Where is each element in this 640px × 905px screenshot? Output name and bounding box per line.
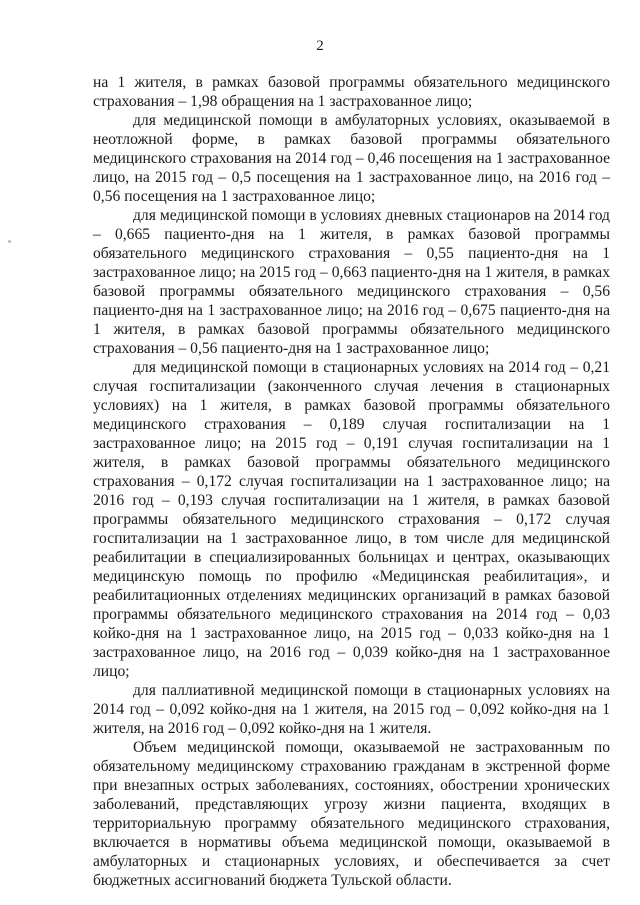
paragraph-continued-outpatient-visits: на 1 жителя, в рамках базовой программы обязательного медицинского страхования – 1,98 обращения на 1 застрахованное лицо; (93, 74, 610, 110)
scan-margin-mark (8, 240, 11, 243)
paragraph-day-hospital-care: для медицинской помощи в условиях дневных стационаров на 2014 год – 0,665 пациенто-дня на 1 жителя, в рамках базовой программы обязательного медицинского страхования – 0,55 пациенто-дня на 1 застрахованное лицо; на 2015 год – 0,663 пациенто-дня на 1 жителя, в рамках базовой программы обязательного медицинского страхования – 0,56 пациенто-дня на 1 застрахованное лицо; на 2016 год – 0,675 пациенто-дня на 1 жителя, в рамках базовой программы обязательного медицинского страхования – 0,56 пациенто-дня на 1 застрахованное лицо; (93, 207, 610, 357)
paragraph-uninsured-emergency-care: Объем медицинской помощи, оказываемой не застрахованным по обязательному медицинскому страхованию гражданам в экстренной форме при внезапных острых заболеваниях, состояниях, обострении хронических заболеваний, представляющих угрозу жизни пациента, входящих в территориальную программу обязательного медицинского страхования, включается в нормативы объема медицинской помощи, оказываемой в амбулаторных и стационарных условиях, и обеспечивается за счет бюджетных ассигнований бюджета Тульской области. (93, 739, 610, 889)
page-number: 2 (316, 38, 324, 54)
paragraph-palliative-care: для паллиативной медицинской помощи в стационарных условиях на 2014 год – 0,092 койко-дня на 1 жителя, на 2015 год – 0,092 койко-дня на 1 жителя, на 2016 год – 0,092 койко-дня на 1 жителя. (93, 682, 610, 737)
paragraph-inpatient-care: для медицинской помощи в стационарных условиях на 2014 год – 0,21 случая госпитализации (законченного случая лечения в стационарных условиях) на 1 жителя, в рамках базовой программы обязательного медицинского страхования – 0,189 случая госпитализации на 1 застрахованное лицо; на 2015 год – 0,191 случая госпитализации на 1 жителя, в рамках базовой программы обязательного медицинского страхования – 0,172 случая госпитализации на 1 застрахованное лицо; на 2016 год – 0,193 случая госпитализации на 1 жителя, в рамках базовой программы обязательного медицинского страхования – 0,172 случая госпитализации на 1 застрахованное лицо, в том числе для медицинской реабилитации в специализированных больницах и центрах, оказывающих медицинскую помощь по профилю «Медицинская реабилитация», и реабилитационных отделениях медицинских организаций в рамках базовой программы обязательного медицинского страхования на 2014 год – 0,03 койко-дня на 1 застрахованное лицо, на 2015 год – 0,033 койко-дня на 1 застрахованное лицо, на 2016 год – 0,039 койко-дня на 1 застрахованное лицо; (93, 359, 610, 680)
paragraph-emergency-outpatient-care: для медицинской помощи в амбулаторных условиях, оказываемой в неотложной форме, в рамках базовой программы обязательного медицинского страхования на 2014 год – 0,46 посещения на 1 застрахованное лицо, на 2015 год – 0,5 посещения на 1 застрахованное лицо, на 2016 год – 0,56 посещения на 1 застрахованное лицо; (93, 112, 610, 205)
document-body (93, 73, 610, 890)
